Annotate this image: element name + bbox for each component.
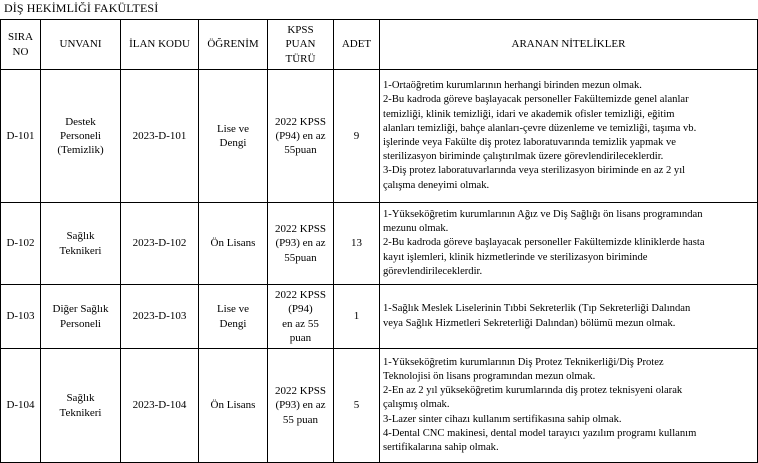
cell-adet: 5 bbox=[334, 349, 380, 463]
cell-ilan-kodu: 2023-D-102 bbox=[121, 203, 199, 285]
cell-unvan: Sağlık Teknikeri bbox=[41, 203, 121, 285]
header-sira-no: SIRA NO bbox=[1, 20, 41, 70]
cell-nitelikler: 1-Sağlık Meslek Liselerinin Tıbbi Sekreterlik (Tıp Sekreterliği Dalından veya Sağlık Hizmetleri Sekreterliği Dalından) bölümü mezun olmak. bbox=[380, 285, 758, 349]
header-ogrenim: ÖĞRENİM bbox=[199, 20, 268, 70]
table-row bbox=[1, 349, 758, 463]
header-row bbox=[1, 20, 758, 70]
cell-unvan: Sağlık Teknikeri bbox=[41, 349, 121, 463]
cell-ogrenim: Ön Lisans bbox=[199, 349, 268, 463]
cell-adet: 1 bbox=[334, 285, 380, 349]
header-unvani: UNVANI bbox=[41, 20, 121, 70]
page-title: DİŞ HEKİMLİĞİ FAKÜLTESİ bbox=[4, 1, 159, 15]
cell-sira: D-103 bbox=[1, 285, 41, 349]
job-postings-table bbox=[0, 19, 758, 463]
table-row bbox=[1, 203, 758, 285]
header-kpss: KPSS PUAN TÜRÜ bbox=[268, 20, 334, 70]
cell-nitelikler: 1-Yükseköğretim kurumlarının Diş Protez Teknikerliği/Diş Protez Teknolojisi ön lisans programından mezun olmak. 2-En az 2 yıl yükseköğretim kurumlarında diş protez teknisyeni olarak çalışmış olmak. 3-Lazer sinter cihazı kullanım sertifikasına sahip olmak. 4-Dental CNC makinesi, dental model tarayıcı yazılım programı kullanım sertifikalarına sahip olmak. bbox=[380, 349, 758, 463]
cell-nitelikler: 1-Yükseköğretim kurumlarının Ağız ve Diş Sağlığı ön lisans programından mezunu olmak. 2-Bu kadroda göreve başlayacak personeller Fakültemizde kliniklerde hasta kayıt işlemleri, klinik hizmetlerinde ve sterilizasyon biriminde görevlendirileceklerdir. bbox=[380, 203, 758, 285]
cell-ilan-kodu: 2023-D-103 bbox=[121, 285, 199, 349]
cell-sira: D-104 bbox=[1, 349, 41, 463]
cell-sira: D-101 bbox=[1, 70, 41, 203]
cell-kpss: 2022 KPSS (P94) en az 55 puan bbox=[268, 285, 334, 349]
table-row bbox=[1, 285, 758, 349]
cell-ogrenim: Lise ve Dengi bbox=[199, 285, 268, 349]
cell-unvan: Destek Personeli (Temizlik) bbox=[41, 70, 121, 203]
header-ilan-kodu: İLAN KODU bbox=[121, 20, 199, 70]
cell-kpss: 2022 KPSS (P93) en az 55 puan bbox=[268, 349, 334, 463]
cell-kpss: 2022 KPSS (P94) en az 55puan bbox=[268, 70, 334, 203]
header-nitelikler: ARANAN NİTELİKLER bbox=[380, 20, 758, 70]
table-row bbox=[1, 70, 758, 203]
cell-kpss: 2022 KPSS (P93) en az 55puan bbox=[268, 203, 334, 285]
cell-adet: 9 bbox=[334, 70, 380, 203]
cell-ilan-kodu: 2023-D-101 bbox=[121, 70, 199, 203]
header-adet: ADET bbox=[334, 20, 380, 70]
cell-nitelikler: 1-Ortaöğretim kurumlarının herhangi birinden mezun olmak. 2-Bu kadroda göreve başlayacak personeller Fakültemizde genel alanlar temizliği, klinik temizliği, idari ve akademik ofisler temizliği, eğitim alanları temizliği, bahçe alanları-çevre düzenleme ve temizliği, taşıma vb. işlerinde veya Fakülte diş protez laboratuvarında temizlik yapmak ve sterilizasyon biriminde çalıştırılmak üzere görevlendirileceklerdir. 3-Diş protez laboratuvarlarında veya sterilizasyon biriminde en az 2 yıl çalışma deneyimi olmak. bbox=[380, 70, 758, 203]
cell-ogrenim: Lise ve Dengi bbox=[199, 70, 268, 203]
cell-sira: D-102 bbox=[1, 203, 41, 285]
cell-ogrenim: Ön Lisans bbox=[199, 203, 268, 285]
cell-unvan: Diğer Sağlık Personeli bbox=[41, 285, 121, 349]
cell-adet: 13 bbox=[334, 203, 380, 285]
cell-ilan-kodu: 2023-D-104 bbox=[121, 349, 199, 463]
